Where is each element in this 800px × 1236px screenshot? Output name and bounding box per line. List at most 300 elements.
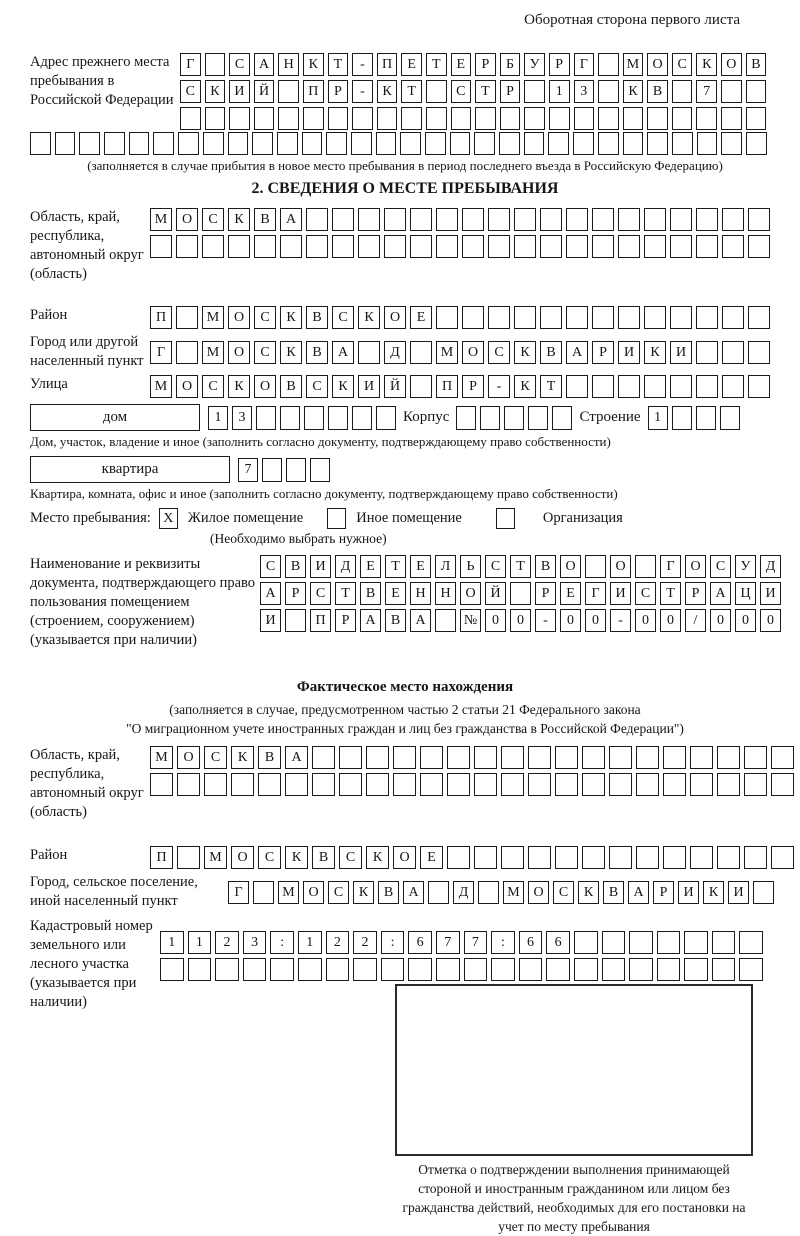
char-cell[interactable]: 0: [710, 609, 731, 632]
char-cell[interactable]: И: [310, 555, 331, 578]
char-cell[interactable]: [243, 958, 267, 981]
char-cell[interactable]: [739, 931, 763, 954]
char-cell[interactable]: [254, 107, 275, 130]
char-cell[interactable]: Е: [385, 582, 406, 605]
char-cell[interactable]: А: [410, 609, 431, 632]
char-cell[interactable]: [744, 846, 767, 869]
char-cell[interactable]: 0: [635, 609, 656, 632]
char-cell[interactable]: О: [228, 341, 250, 364]
char-cell[interactable]: [420, 773, 443, 796]
char-cell[interactable]: [636, 746, 659, 769]
char-cell[interactable]: К: [578, 881, 599, 904]
char-cell[interactable]: А: [628, 881, 649, 904]
char-cell[interactable]: [684, 931, 708, 954]
char-cell[interactable]: [623, 107, 644, 130]
char-cell[interactable]: [501, 846, 524, 869]
char-cell[interactable]: [358, 235, 380, 258]
char-cell[interactable]: [478, 881, 499, 904]
char-cell[interactable]: Е: [451, 53, 472, 76]
char-cell[interactable]: К: [205, 80, 226, 103]
checkbox-organization[interactable]: [496, 508, 515, 529]
char-cell[interactable]: [690, 746, 713, 769]
char-cell[interactable]: О: [560, 555, 581, 578]
char-cell[interactable]: И: [260, 609, 281, 632]
char-cell[interactable]: [519, 958, 543, 981]
char-cell[interactable]: [598, 53, 619, 76]
char-cell[interactable]: 7: [436, 931, 460, 954]
char-cell[interactable]: [352, 107, 373, 130]
char-cell[interactable]: [358, 341, 380, 364]
char-cell[interactable]: Н: [435, 582, 456, 605]
char-cell[interactable]: [663, 746, 686, 769]
char-cell[interactable]: [254, 235, 276, 258]
char-cell[interactable]: Г: [660, 555, 681, 578]
char-cell[interactable]: С: [332, 306, 354, 329]
char-cell[interactable]: [748, 235, 770, 258]
char-cell[interactable]: В: [647, 80, 668, 103]
char-cell[interactable]: Т: [475, 80, 496, 103]
char-cell[interactable]: О: [176, 375, 198, 398]
char-cell[interactable]: Ь: [460, 555, 481, 578]
char-cell[interactable]: К: [623, 80, 644, 103]
char-cell[interactable]: [618, 208, 640, 231]
char-cell[interactable]: [464, 958, 488, 981]
char-cell[interactable]: [635, 555, 656, 578]
char-cell[interactable]: [177, 846, 200, 869]
char-cell[interactable]: [425, 132, 446, 155]
char-cell[interactable]: Е: [410, 555, 431, 578]
char-cell[interactable]: [393, 746, 416, 769]
char-cell[interactable]: [722, 375, 744, 398]
char-cell[interactable]: И: [728, 881, 749, 904]
char-cell[interactable]: [352, 406, 372, 430]
char-cell[interactable]: [358, 208, 380, 231]
char-cell[interactable]: [231, 773, 254, 796]
char-cell[interactable]: С: [202, 208, 224, 231]
char-cell[interactable]: [353, 958, 377, 981]
char-cell[interactable]: -: [352, 80, 373, 103]
char-cell[interactable]: -: [488, 375, 510, 398]
char-cell[interactable]: Т: [510, 555, 531, 578]
char-cell[interactable]: [339, 773, 362, 796]
char-cell[interactable]: [546, 958, 570, 981]
char-cell[interactable]: К: [696, 53, 717, 76]
char-cell[interactable]: П: [150, 846, 173, 869]
char-cell[interactable]: [552, 406, 572, 430]
char-cell[interactable]: С: [339, 846, 362, 869]
apartment-type-box[interactable]: [30, 456, 230, 483]
char-cell[interactable]: 1: [188, 931, 212, 954]
char-cell[interactable]: [721, 107, 742, 130]
char-cell[interactable]: О: [254, 375, 276, 398]
char-cell[interactable]: [748, 341, 770, 364]
char-cell[interactable]: Р: [592, 341, 614, 364]
char-cell[interactable]: К: [514, 341, 536, 364]
char-cell[interactable]: 0: [760, 609, 781, 632]
char-cell[interactable]: [500, 107, 521, 130]
char-cell[interactable]: [510, 582, 531, 605]
char-cell[interactable]: [278, 107, 299, 130]
char-cell[interactable]: С: [258, 846, 281, 869]
char-cell[interactable]: [474, 773, 497, 796]
char-cell[interactable]: [499, 132, 520, 155]
char-cell[interactable]: В: [535, 555, 556, 578]
char-cell[interactable]: [771, 846, 794, 869]
char-cell[interactable]: [528, 406, 548, 430]
char-cell[interactable]: 3: [232, 406, 252, 430]
char-cell[interactable]: [188, 958, 212, 981]
char-cell[interactable]: П: [436, 375, 458, 398]
char-cell[interactable]: [501, 773, 524, 796]
char-cell[interactable]: [717, 746, 740, 769]
char-cell[interactable]: [280, 235, 302, 258]
char-cell[interactable]: О: [610, 555, 631, 578]
char-cell[interactable]: [609, 846, 632, 869]
char-cell[interactable]: А: [710, 582, 731, 605]
char-cell[interactable]: [376, 406, 396, 430]
char-cell[interactable]: Т: [335, 582, 356, 605]
char-cell[interactable]: [670, 306, 692, 329]
char-cell[interactable]: [488, 208, 510, 231]
char-cell[interactable]: 6: [408, 931, 432, 954]
char-cell[interactable]: С: [306, 375, 328, 398]
char-cell[interactable]: 1: [298, 931, 322, 954]
char-cell[interactable]: [491, 958, 515, 981]
char-cell[interactable]: 7: [238, 458, 258, 482]
char-cell[interactable]: [447, 746, 470, 769]
char-cell[interactable]: А: [566, 341, 588, 364]
char-cell[interactable]: К: [358, 306, 380, 329]
char-cell[interactable]: [410, 375, 432, 398]
char-cell[interactable]: [748, 306, 770, 329]
char-cell[interactable]: [618, 306, 640, 329]
char-cell[interactable]: [602, 958, 626, 981]
char-cell[interactable]: К: [280, 341, 302, 364]
char-cell[interactable]: В: [306, 341, 328, 364]
char-cell[interactable]: А: [285, 746, 308, 769]
char-cell[interactable]: Д: [760, 555, 781, 578]
char-cell[interactable]: А: [360, 609, 381, 632]
char-cell[interactable]: [303, 107, 324, 130]
char-cell[interactable]: [326, 958, 350, 981]
char-cell[interactable]: [229, 107, 250, 130]
char-cell[interactable]: [514, 306, 536, 329]
char-cell[interactable]: [462, 208, 484, 231]
char-cell[interactable]: [566, 306, 588, 329]
char-cell[interactable]: О: [460, 582, 481, 605]
char-cell[interactable]: [129, 132, 150, 155]
char-cell[interactable]: 2: [353, 931, 377, 954]
char-cell[interactable]: 6: [519, 931, 543, 954]
char-cell[interactable]: [696, 375, 718, 398]
char-cell[interactable]: [690, 846, 713, 869]
char-cell[interactable]: [721, 80, 742, 103]
char-cell[interactable]: 3: [243, 931, 267, 954]
char-cell[interactable]: [548, 132, 569, 155]
char-cell[interactable]: [504, 406, 524, 430]
char-cell[interactable]: [528, 846, 551, 869]
char-cell[interactable]: Р: [549, 53, 570, 76]
char-cell[interactable]: [748, 375, 770, 398]
char-cell[interactable]: [436, 208, 458, 231]
char-cell[interactable]: [771, 773, 794, 796]
char-cell[interactable]: А: [254, 53, 275, 76]
char-cell[interactable]: [376, 132, 397, 155]
char-cell[interactable]: [644, 208, 666, 231]
char-cell[interactable]: Г: [585, 582, 606, 605]
char-cell[interactable]: Ц: [735, 582, 756, 605]
char-cell[interactable]: И: [229, 80, 250, 103]
char-cell[interactable]: Е: [360, 555, 381, 578]
char-cell[interactable]: [696, 341, 718, 364]
char-cell[interactable]: 1: [208, 406, 228, 430]
char-cell[interactable]: [618, 235, 640, 258]
char-cell[interactable]: [696, 306, 718, 329]
char-cell[interactable]: В: [258, 746, 281, 769]
char-cell[interactable]: И: [760, 582, 781, 605]
char-cell[interactable]: [310, 458, 330, 482]
char-cell[interactable]: К: [353, 881, 374, 904]
char-cell[interactable]: [436, 958, 460, 981]
char-cell[interactable]: О: [647, 53, 668, 76]
char-cell[interactable]: 0: [560, 609, 581, 632]
char-cell[interactable]: [555, 746, 578, 769]
char-cell[interactable]: Р: [500, 80, 521, 103]
char-cell[interactable]: С: [488, 341, 510, 364]
char-cell[interactable]: Т: [385, 555, 406, 578]
char-cell[interactable]: 0: [660, 609, 681, 632]
char-cell[interactable]: [312, 773, 335, 796]
char-cell[interactable]: [286, 458, 306, 482]
char-cell[interactable]: [312, 746, 335, 769]
char-cell[interactable]: [456, 406, 476, 430]
char-cell[interactable]: [384, 235, 406, 258]
char-cell[interactable]: [720, 406, 740, 430]
char-cell[interactable]: Т: [401, 80, 422, 103]
char-cell[interactable]: [644, 235, 666, 258]
char-cell[interactable]: Т: [426, 53, 447, 76]
char-cell[interactable]: К: [514, 375, 536, 398]
char-cell[interactable]: [647, 107, 668, 130]
char-cell[interactable]: Е: [410, 306, 432, 329]
char-cell[interactable]: Н: [278, 53, 299, 76]
char-cell[interactable]: [205, 107, 226, 130]
char-cell[interactable]: С: [204, 746, 227, 769]
char-cell[interactable]: [55, 132, 76, 155]
char-cell[interactable]: [298, 958, 322, 981]
char-cell[interactable]: В: [306, 306, 328, 329]
char-cell[interactable]: [228, 235, 250, 258]
char-cell[interactable]: 1: [160, 931, 184, 954]
char-cell[interactable]: М: [204, 846, 227, 869]
char-cell[interactable]: В: [540, 341, 562, 364]
char-cell[interactable]: №: [460, 609, 481, 632]
char-cell[interactable]: К: [366, 846, 389, 869]
char-cell[interactable]: О: [303, 881, 324, 904]
char-cell[interactable]: [215, 958, 239, 981]
char-cell[interactable]: О: [685, 555, 706, 578]
char-cell[interactable]: С: [328, 881, 349, 904]
char-cell[interactable]: [722, 341, 744, 364]
char-cell[interactable]: [408, 958, 432, 981]
char-cell[interactable]: Й: [384, 375, 406, 398]
char-cell[interactable]: В: [312, 846, 335, 869]
char-cell[interactable]: [328, 107, 349, 130]
char-cell[interactable]: К: [231, 746, 254, 769]
char-cell[interactable]: С: [260, 555, 281, 578]
char-cell[interactable]: [393, 773, 416, 796]
char-cell[interactable]: К: [280, 306, 302, 329]
char-cell[interactable]: [462, 306, 484, 329]
char-cell[interactable]: С: [254, 306, 276, 329]
char-cell[interactable]: [306, 208, 328, 231]
char-cell[interactable]: [582, 746, 605, 769]
char-cell[interactable]: [748, 208, 770, 231]
char-cell[interactable]: [256, 406, 276, 430]
char-cell[interactable]: [746, 132, 767, 155]
char-cell[interactable]: [609, 773, 632, 796]
char-cell[interactable]: [475, 107, 496, 130]
char-cell[interactable]: Л: [435, 555, 456, 578]
char-cell[interactable]: [488, 235, 510, 258]
char-cell[interactable]: В: [254, 208, 276, 231]
char-cell[interactable]: [160, 958, 184, 981]
char-cell[interactable]: [647, 132, 668, 155]
char-cell[interactable]: М: [202, 341, 224, 364]
char-cell[interactable]: [684, 958, 708, 981]
char-cell[interactable]: [178, 132, 199, 155]
char-cell[interactable]: [410, 208, 432, 231]
char-cell[interactable]: О: [393, 846, 416, 869]
char-cell[interactable]: Р: [685, 582, 706, 605]
char-cell[interactable]: С: [485, 555, 506, 578]
char-cell[interactable]: Г: [180, 53, 201, 76]
char-cell[interactable]: [514, 235, 536, 258]
char-cell[interactable]: [501, 746, 524, 769]
char-cell[interactable]: [262, 458, 282, 482]
char-cell[interactable]: [566, 235, 588, 258]
checkbox-residential[interactable]: X: [159, 508, 178, 529]
char-cell[interactable]: [176, 306, 198, 329]
char-cell[interactable]: [474, 746, 497, 769]
char-cell[interactable]: С: [202, 375, 224, 398]
char-cell[interactable]: [328, 406, 348, 430]
char-cell[interactable]: [228, 132, 249, 155]
char-cell[interactable]: П: [377, 53, 398, 76]
char-cell[interactable]: 2: [326, 931, 350, 954]
char-cell[interactable]: Е: [420, 846, 443, 869]
char-cell[interactable]: О: [721, 53, 742, 76]
char-cell[interactable]: С: [672, 53, 693, 76]
char-cell[interactable]: [670, 375, 692, 398]
char-cell[interactable]: [462, 235, 484, 258]
char-cell[interactable]: [663, 773, 686, 796]
char-cell[interactable]: :: [491, 931, 515, 954]
char-cell[interactable]: [426, 107, 447, 130]
char-cell[interactable]: О: [528, 881, 549, 904]
char-cell[interactable]: Г: [228, 881, 249, 904]
char-cell[interactable]: [332, 208, 354, 231]
char-cell[interactable]: [435, 609, 456, 632]
char-cell[interactable]: К: [703, 881, 724, 904]
char-cell[interactable]: [474, 846, 497, 869]
char-cell[interactable]: [644, 306, 666, 329]
char-cell[interactable]: О: [384, 306, 406, 329]
char-cell[interactable]: [555, 846, 578, 869]
char-cell[interactable]: [302, 132, 323, 155]
char-cell[interactable]: 2: [215, 931, 239, 954]
char-cell[interactable]: Р: [475, 53, 496, 76]
char-cell[interactable]: [488, 306, 510, 329]
char-cell[interactable]: И: [678, 881, 699, 904]
char-cell[interactable]: [150, 773, 173, 796]
char-cell[interactable]: [176, 235, 198, 258]
char-cell[interactable]: :: [270, 931, 294, 954]
char-cell[interactable]: [670, 208, 692, 231]
char-cell[interactable]: К: [377, 80, 398, 103]
char-cell[interactable]: Е: [401, 53, 422, 76]
char-cell[interactable]: [744, 746, 767, 769]
char-cell[interactable]: М: [202, 306, 224, 329]
char-cell[interactable]: В: [378, 881, 399, 904]
char-cell[interactable]: [252, 132, 273, 155]
char-cell[interactable]: [592, 208, 614, 231]
char-cell[interactable]: [744, 773, 767, 796]
char-cell[interactable]: [401, 107, 422, 130]
char-cell[interactable]: [712, 958, 736, 981]
char-cell[interactable]: [540, 208, 562, 231]
char-cell[interactable]: С: [710, 555, 731, 578]
char-cell[interactable]: [657, 958, 681, 981]
char-cell[interactable]: [582, 773, 605, 796]
char-cell[interactable]: К: [228, 375, 250, 398]
char-cell[interactable]: А: [260, 582, 281, 605]
char-cell[interactable]: [150, 235, 172, 258]
char-cell[interactable]: [104, 132, 125, 155]
char-cell[interactable]: [753, 881, 774, 904]
char-cell[interactable]: П: [303, 80, 324, 103]
char-cell[interactable]: [528, 746, 551, 769]
char-cell[interactable]: [304, 406, 324, 430]
char-cell[interactable]: М: [623, 53, 644, 76]
char-cell[interactable]: [540, 306, 562, 329]
char-cell[interactable]: [602, 931, 626, 954]
char-cell[interactable]: [451, 107, 472, 130]
char-cell[interactable]: П: [310, 609, 331, 632]
char-cell[interactable]: [670, 235, 692, 258]
char-cell[interactable]: [436, 306, 458, 329]
char-cell[interactable]: [739, 958, 763, 981]
char-cell[interactable]: [285, 609, 306, 632]
char-cell[interactable]: [566, 208, 588, 231]
char-cell[interactable]: [636, 773, 659, 796]
char-cell[interactable]: А: [280, 208, 302, 231]
char-cell[interactable]: 0: [485, 609, 506, 632]
char-cell[interactable]: [366, 746, 389, 769]
char-cell[interactable]: [428, 881, 449, 904]
char-cell[interactable]: 1: [549, 80, 570, 103]
char-cell[interactable]: М: [150, 375, 172, 398]
char-cell[interactable]: [436, 235, 458, 258]
char-cell[interactable]: [598, 80, 619, 103]
char-cell[interactable]: М: [150, 746, 173, 769]
char-cell[interactable]: [657, 931, 681, 954]
char-cell[interactable]: [524, 80, 545, 103]
char-cell[interactable]: [696, 208, 718, 231]
char-cell[interactable]: О: [177, 746, 200, 769]
char-cell[interactable]: А: [403, 881, 424, 904]
char-cell[interactable]: К: [303, 53, 324, 76]
